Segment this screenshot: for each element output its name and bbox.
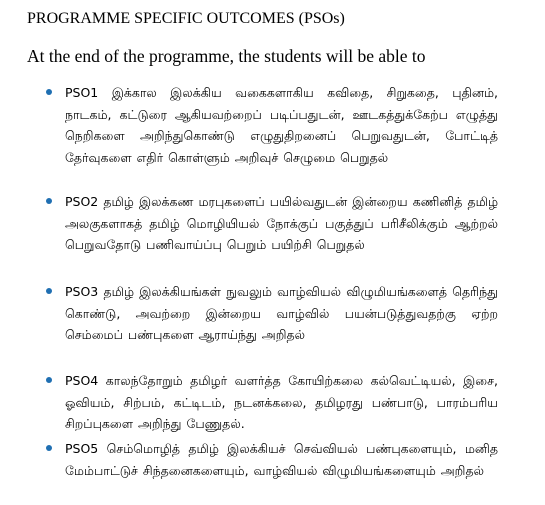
bullet-icon	[46, 89, 52, 95]
intro-sentence: At the end of the programme, the students will be able to	[27, 46, 426, 66]
pso-text-5: PSO5 செம்மொழித் தமிழ் இலக்கியச் செவ்வியல் பண்புகளையும், மனித மேம்பாட்டுச் சிந்தனைகளையும், வாழ்வியல் விழுமியங்களையும் அறிதல்	[65, 441, 498, 478]
bullet-icon	[46, 198, 52, 204]
pso-text-1: PSO1 இக்கால இலக்கிய வகைகளாகிய கவிதை, சிறுகதை, புதினம், நாடகம், கட்டுரை ஆகியவற்றைப் படிப்பதுடன், ஊடகத்துக்கேற்ப எழுத்து நெறிகளை அறிந்துகொண்டு எழுதுதிறனைப் பெறுவதுடன், போட்டித் தேர்வுகளை எதிர் கொள்ளும் அறிவுச் செழுமை பெறுதல்	[65, 85, 498, 166]
bullet-icon	[46, 445, 52, 451]
pso-text-4: PSO4 காலந்தோறும் தமிழர் வளர்த்த கோயிற்கலை கல்வெட்டியல், இசை, ஓவியம், சிற்பம், கட்டிடம், நடனக்கலை, தமிழரது பண்பாடு, பாரம்பரிய சிறப்புகளை அறிந்து பேணுதல்.	[65, 373, 498, 432]
section-heading: PROGRAMME SPECIFIC OUTCOMES (PSOs)	[27, 10, 345, 27]
bullet-icon	[46, 377, 52, 383]
bullet-icon	[46, 288, 52, 294]
pso-text-3: PSO3 தமிழ் இலக்கியங்கள் நுவலும் வாழ்வியல் விழுமியங்களைத் தெரிந்து கொண்டு, அவற்றை இன்றைய வாழ்வில் பயன்படுத்துவதற்கு ஏற்ற செம்மைப் பண்புகளை ஆராய்ந்து அறிதல்	[65, 284, 498, 343]
pso-text-2: PSO2 தமிழ் இலக்கண மரபுகளைப் பயில்வதுடன் இன்றைய கணினித் தமிழ் அலகுகளாகத் தமிழ் மொழியியல் நோக்குப் பகுத்துப் பரிசீலிக்கும் ஆற்றல் பெறுவதோடு பணிவாய்ப்பு பெறும் பயிற்சி பெறுதல்	[65, 194, 498, 253]
